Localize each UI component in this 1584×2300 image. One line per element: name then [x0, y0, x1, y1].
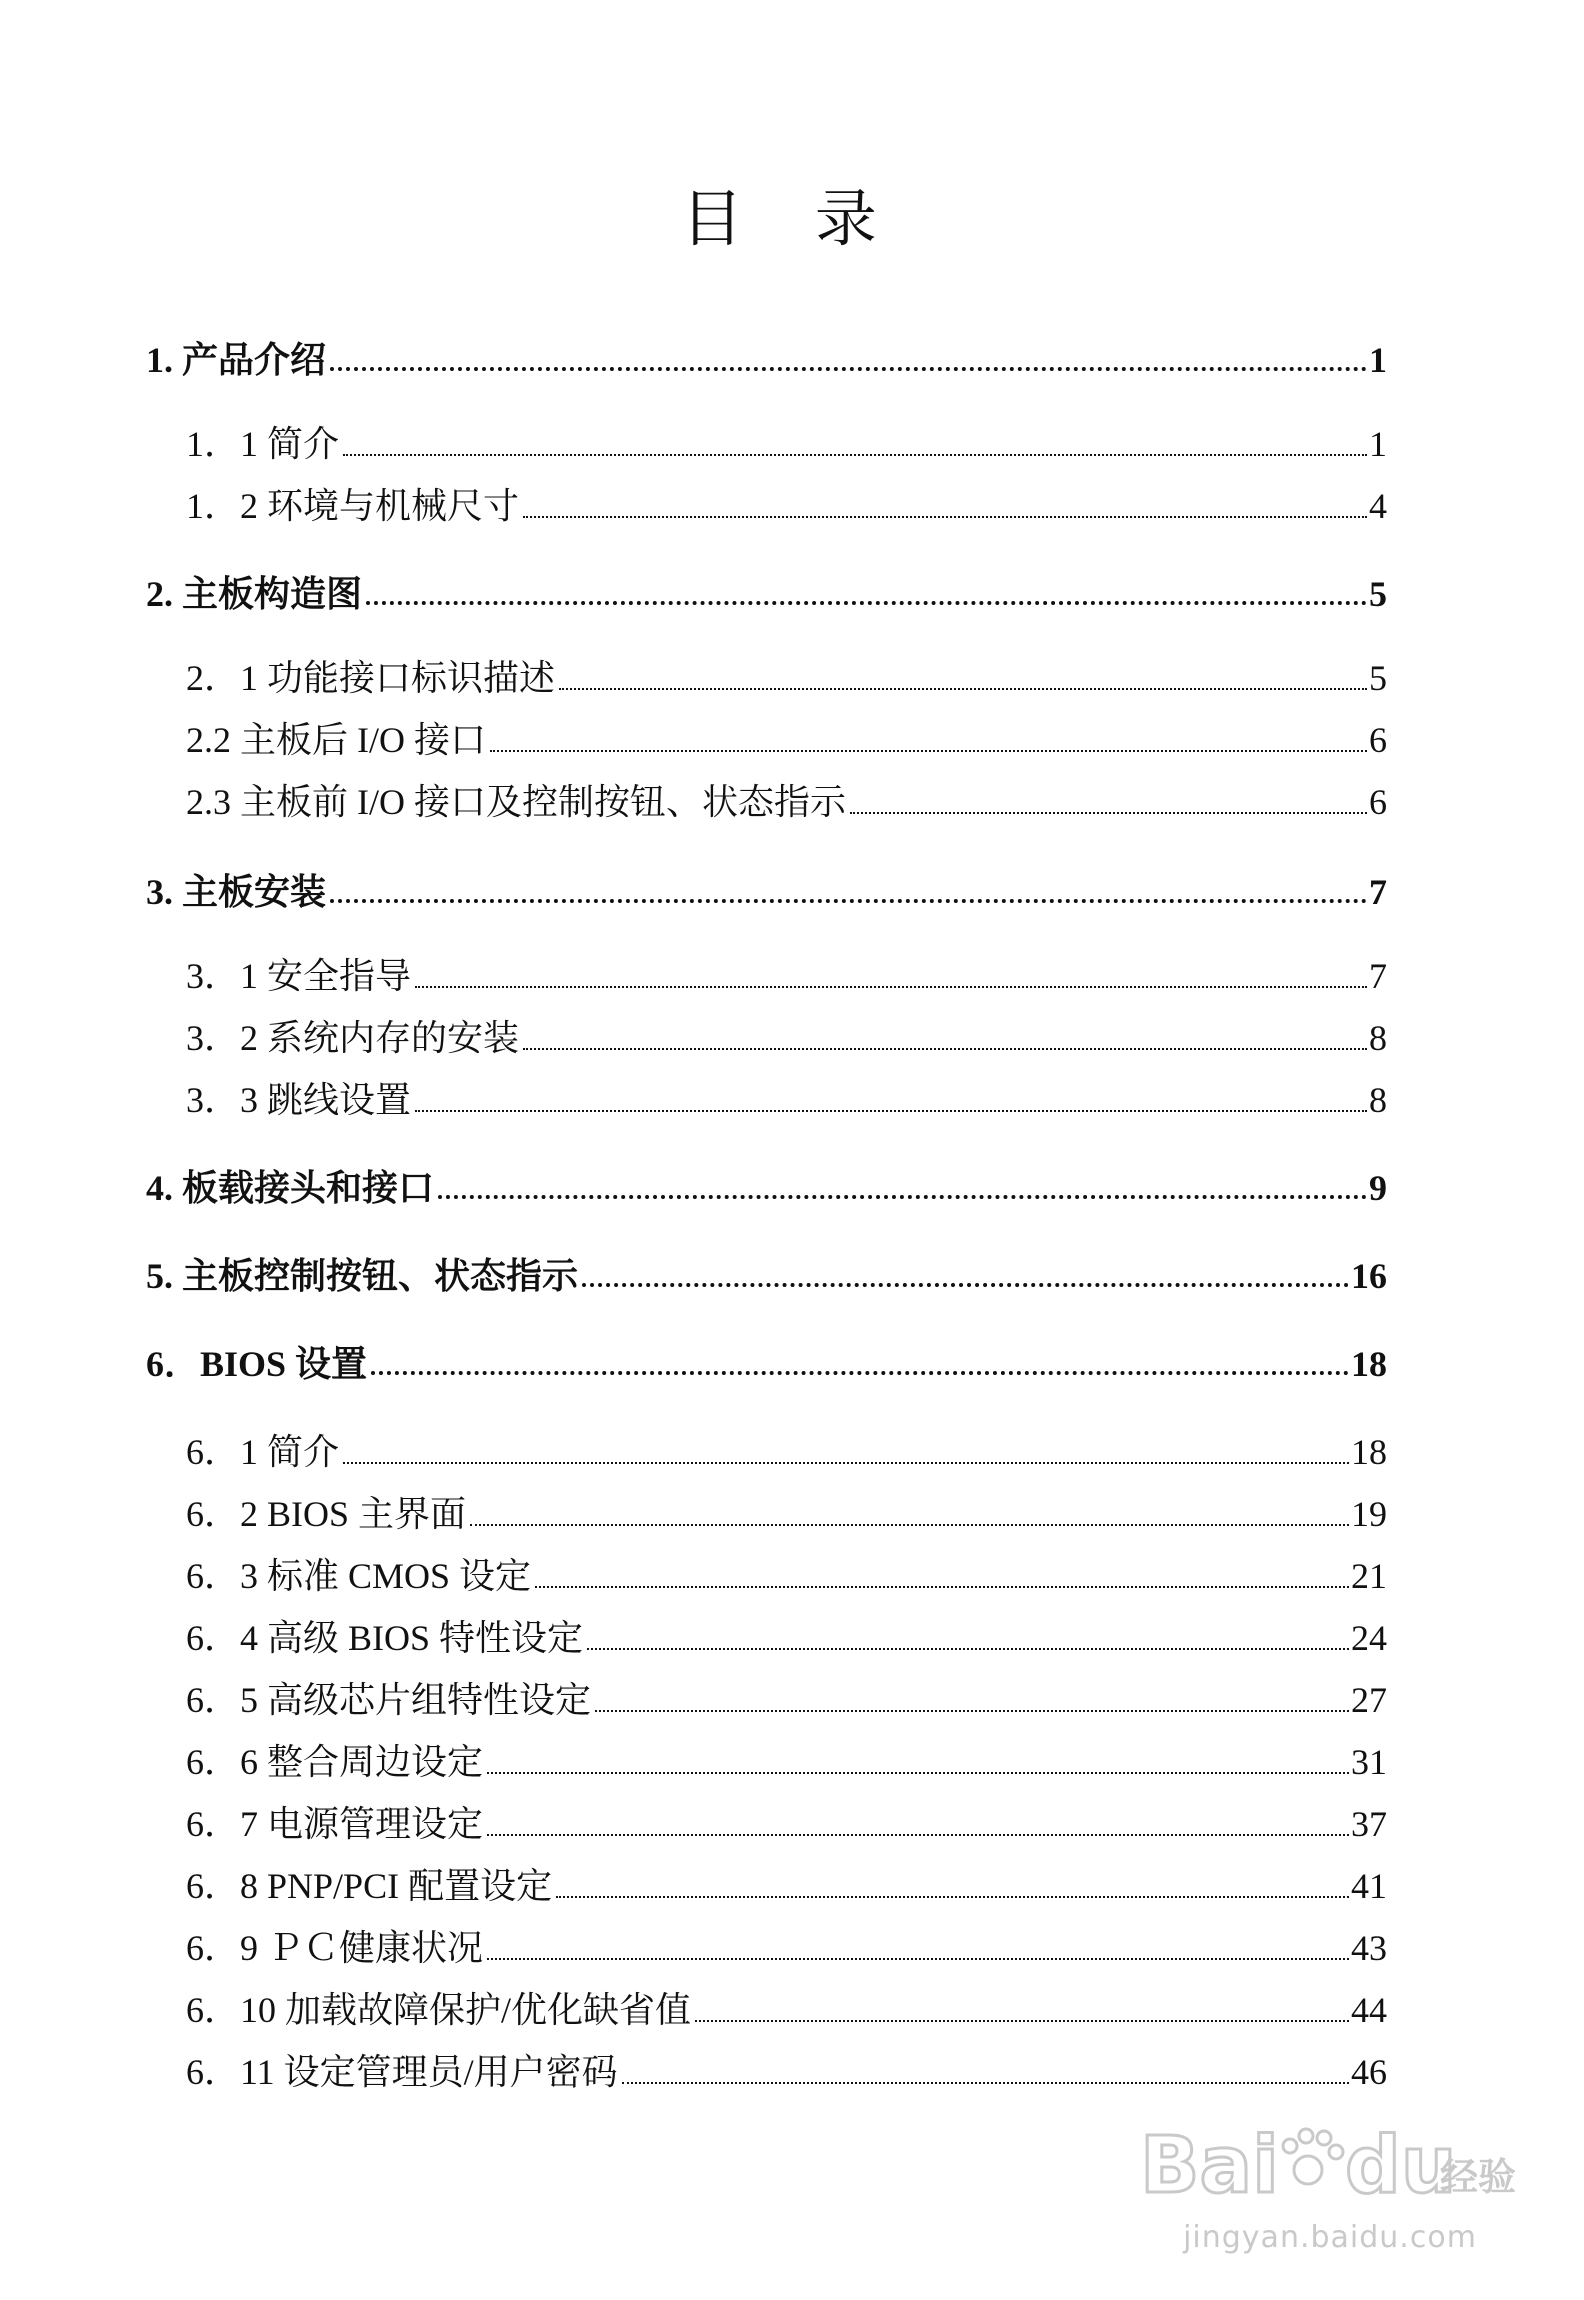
toc-entry[interactable]: [186, 1674, 1387, 1718]
toc-entry[interactable]: [186, 776, 1387, 820]
toc-leader-dots: [587, 1648, 1349, 1650]
toc-page-number: 44: [1351, 1990, 1387, 2030]
toc-entry[interactable]: [186, 950, 1387, 994]
toc-entry[interactable]: [186, 1984, 1387, 2028]
toc-page-number: 18: [1351, 1432, 1387, 1472]
toc-entry-label: 6．5 高级芯片组特性设定: [186, 1680, 592, 1720]
toc-entry-label: 5. 主板控制按钮、状态指示: [146, 1256, 579, 1296]
toc-leader-dots: [343, 1462, 1349, 1464]
toc-leader-dots: [438, 1195, 1367, 1199]
toc-entry-label: 6．8 PNP/PCI 配置设定: [186, 1866, 553, 1906]
watermark-url: jingyan.baidu.com: [1183, 2220, 1477, 2255]
toc-entry[interactable]: [186, 1550, 1387, 1594]
toc-leader-dots: [415, 1110, 1367, 1112]
toc-page-number: 5: [1369, 658, 1387, 698]
toc-page-number: 18: [1351, 1344, 1387, 1384]
toc-entry-label: 6．10 加载故障保护/优化缺省值: [186, 1990, 692, 2030]
toc-entry-label: 1. 产品介绍: [146, 340, 327, 380]
toc-entry[interactable]: [186, 1488, 1387, 1532]
toc-entry[interactable]: [186, 1736, 1387, 1780]
toc-page-number: 5: [1369, 574, 1387, 614]
page-title: 目 录: [681, 182, 903, 255]
toc-page-number: 21: [1351, 1556, 1387, 1596]
toc-entry[interactable]: [186, 1798, 1387, 1842]
toc-entry-label: 1．1 简介: [186, 424, 340, 464]
baidu-paw-icon: [1140, 2120, 1520, 2210]
toc-page-number: 6: [1369, 720, 1387, 760]
toc-entry-label: 1．2 环境与机械尺寸: [186, 486, 520, 526]
toc-entry-label: 2. 主板构造图: [146, 574, 363, 614]
toc-entry[interactable]: [146, 1338, 1387, 1382]
toc-leader-dots: [695, 2020, 1349, 2022]
toc-entry[interactable]: [146, 334, 1387, 378]
toc-entry[interactable]: [186, 1922, 1387, 1966]
toc-leader-dots: [415, 986, 1367, 988]
svg-text:经验: 经验: [1440, 2155, 1517, 2199]
toc-page-number: 37: [1351, 1804, 1387, 1844]
toc-leader-dots: [582, 1283, 1349, 1287]
toc-page-number: 9: [1369, 1168, 1387, 1208]
toc-page-number: 43: [1351, 1928, 1387, 1968]
baidu-jingyan-watermark: [1140, 2120, 1520, 2270]
toc-entry-label: 3．1 安全指导: [186, 956, 412, 996]
toc-leader-dots: [595, 1710, 1349, 1712]
toc-entry-label: 6．11 设定管理员/用户密码: [186, 2052, 618, 2092]
toc-entry-label: 3．3 跳线设置: [186, 1080, 412, 1120]
toc-leader-dots: [559, 688, 1367, 690]
toc-page-number: 1: [1369, 340, 1387, 380]
toc-entry[interactable]: [186, 418, 1387, 462]
toc-leader-dots: [366, 601, 1367, 605]
toc-leader-dots: [523, 1048, 1367, 1050]
toc-page-number: 4: [1369, 486, 1387, 526]
toc-leader-dots: [470, 1524, 1349, 1526]
toc-page-number: 27: [1351, 1680, 1387, 1720]
toc-leader-dots: [523, 516, 1367, 518]
toc-leader-dots: [490, 750, 1367, 752]
toc-entry[interactable]: [186, 480, 1387, 524]
toc-page-number: 24: [1351, 1618, 1387, 1658]
toc-entry-label: 6．1 简介: [186, 1432, 340, 1472]
toc-leader-dots: [487, 1958, 1349, 1960]
toc-entry[interactable]: [186, 652, 1387, 696]
svg-text:Bai: Bai: [1140, 2121, 1279, 2210]
toc-entry-label: 6．BIOS 设置: [146, 1344, 368, 1384]
toc-entry[interactable]: [146, 1162, 1387, 1206]
toc-page-number: 7: [1369, 956, 1387, 996]
toc-leader-dots: [487, 1834, 1349, 1836]
toc-leader-dots: [487, 1772, 1349, 1774]
toc-entry-label: 6．7 电源管理设定: [186, 1804, 484, 1844]
toc-page-number: 6: [1369, 782, 1387, 822]
toc-entry-label: 6．6 整合周边设定: [186, 1742, 484, 1782]
toc-entry[interactable]: [146, 866, 1387, 910]
toc-page-number: 46: [1351, 2052, 1387, 2092]
toc-entry-label: 2.3 主板前 I/O 接口及控制按钮、状态指示: [186, 782, 846, 822]
toc-entry[interactable]: [186, 2046, 1387, 2090]
toc-page-number: 8: [1369, 1018, 1387, 1058]
toc-entry[interactable]: [186, 1612, 1387, 1656]
toc-entry[interactable]: [186, 1426, 1387, 1470]
toc-entry-label: 6．2 BIOS 主界面: [186, 1494, 467, 1534]
toc-entry-label: 3. 主板安装: [146, 872, 327, 912]
toc-page-number: 31: [1351, 1742, 1387, 1782]
toc-page-number: 16: [1351, 1256, 1387, 1296]
toc-entry-label: 2．1 功能接口标识描述: [186, 658, 556, 698]
toc-leader-dots: [850, 812, 1367, 814]
toc-page-number: 1: [1369, 424, 1387, 464]
toc-leader-dots: [330, 899, 1367, 903]
toc-entry[interactable]: [146, 568, 1387, 612]
toc-entry-label: 4. 板载接头和接口: [146, 1168, 435, 1208]
toc-entry[interactable]: [186, 1860, 1387, 1904]
toc-leader-dots: [622, 2082, 1349, 2084]
toc-leader-dots: [535, 1586, 1349, 1588]
toc-entry[interactable]: [186, 1074, 1387, 1118]
toc-entry-label: 6．4 高级 BIOS 特性设定: [186, 1618, 584, 1658]
toc-entry[interactable]: [186, 1012, 1387, 1056]
svg-text:du: du: [1345, 2121, 1457, 2210]
toc-page-number: 7: [1369, 872, 1387, 912]
toc-leader-dots: [371, 1371, 1349, 1375]
toc-page-number: 41: [1351, 1866, 1387, 1906]
toc-leader-dots: [556, 1896, 1349, 1898]
toc-entry-label: 2.2 主板后 I/O 接口: [186, 720, 486, 760]
toc-entry[interactable]: [186, 714, 1387, 758]
toc-page-number: 19: [1351, 1494, 1387, 1534]
toc-page-number: 8: [1369, 1080, 1387, 1120]
toc-entry-label: 3．2 系统内存的安装: [186, 1018, 520, 1058]
toc-entry-label: 6．3 标准 CMOS 设定: [186, 1556, 532, 1596]
toc-entry[interactable]: [146, 1250, 1387, 1294]
toc-entry-label: 6．9 ＰＣ健康状况: [186, 1928, 484, 1968]
toc-leader-dots: [343, 454, 1367, 456]
toc-leader-dots: [330, 367, 1367, 371]
